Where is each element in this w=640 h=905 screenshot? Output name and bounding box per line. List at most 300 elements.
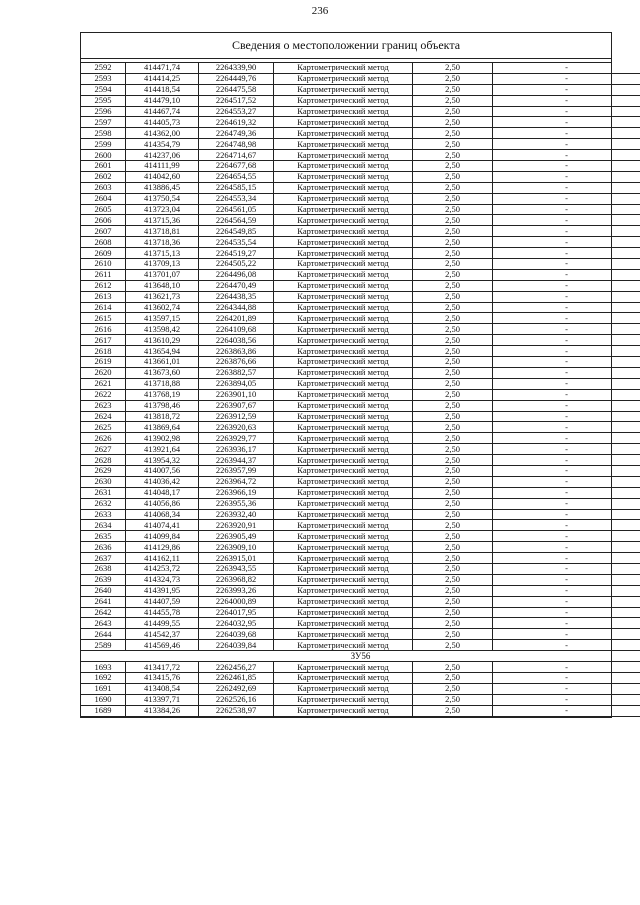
description-cell: - bbox=[493, 215, 640, 226]
point-number-cell: 2603 bbox=[81, 182, 126, 193]
description-cell: - bbox=[493, 476, 640, 487]
precision-cell: 2,50 bbox=[413, 280, 493, 291]
description-cell: - bbox=[493, 204, 640, 215]
y-coordinate-cell: 2263943,55 bbox=[199, 563, 274, 574]
x-coordinate-cell: 414407,59 bbox=[126, 596, 199, 607]
precision-cell: 2,50 bbox=[413, 498, 493, 509]
precision-cell: 2,50 bbox=[413, 520, 493, 531]
method-cell: Картометрический метод bbox=[274, 662, 413, 673]
x-coordinate-cell: 413621,73 bbox=[126, 291, 199, 302]
precision-cell: 2,50 bbox=[413, 259, 493, 270]
description-cell: - bbox=[493, 629, 640, 640]
y-coordinate-cell: 2264475,58 bbox=[199, 84, 274, 95]
x-coordinate-cell: 413598,42 bbox=[126, 324, 199, 335]
coordinates-table bbox=[81, 63, 640, 717]
table-row bbox=[81, 237, 640, 248]
method-cell: Картометрический метод bbox=[274, 150, 413, 161]
method-cell: Картометрический метод bbox=[274, 520, 413, 531]
table-row bbox=[81, 553, 640, 564]
precision-cell: 2,50 bbox=[413, 411, 493, 422]
table-row bbox=[81, 106, 640, 117]
x-coordinate-cell: 414074,41 bbox=[126, 520, 199, 531]
x-coordinate-cell: 413417,72 bbox=[126, 662, 199, 673]
precision-cell: 2,50 bbox=[413, 683, 493, 694]
description-cell: - bbox=[493, 259, 640, 270]
table-row bbox=[81, 455, 640, 466]
precision-cell: 2,50 bbox=[413, 629, 493, 640]
table-row bbox=[81, 422, 640, 433]
x-coordinate-cell: 413718,36 bbox=[126, 237, 199, 248]
precision-cell: 2,50 bbox=[413, 117, 493, 128]
precision-cell: 2,50 bbox=[413, 509, 493, 520]
method-cell: Картометрический метод bbox=[274, 563, 413, 574]
y-coordinate-cell: 2262538,97 bbox=[199, 705, 274, 716]
x-coordinate-cell: 414418,54 bbox=[126, 84, 199, 95]
table-row bbox=[81, 683, 640, 694]
y-coordinate-cell: 2264449,76 bbox=[199, 73, 274, 84]
description-cell: - bbox=[493, 324, 640, 335]
description-cell: - bbox=[493, 563, 640, 574]
description-cell: - bbox=[493, 84, 640, 95]
y-coordinate-cell: 2264677,68 bbox=[199, 161, 274, 172]
method-cell: Картометрический метод bbox=[274, 574, 413, 585]
table-title: Сведения о местоположении границ объекта bbox=[81, 33, 611, 59]
description-cell: - bbox=[493, 357, 640, 368]
y-coordinate-cell: 2263876,66 bbox=[199, 357, 274, 368]
method-cell: Картометрический метод bbox=[274, 193, 413, 204]
table-row bbox=[81, 498, 640, 509]
method-cell: Картометрический метод bbox=[274, 117, 413, 128]
method-cell: Картометрический метод bbox=[274, 63, 413, 73]
point-number-cell: 2608 bbox=[81, 237, 126, 248]
precision-cell: 2,50 bbox=[413, 182, 493, 193]
precision-cell: 2,50 bbox=[413, 455, 493, 466]
section-label: ЗУ56 bbox=[81, 651, 640, 662]
y-coordinate-cell: 2264748,98 bbox=[199, 139, 274, 150]
method-cell: Картометрический метод bbox=[274, 596, 413, 607]
precision-cell: 2,50 bbox=[413, 662, 493, 673]
x-coordinate-cell: 413723,04 bbox=[126, 204, 199, 215]
table-row bbox=[81, 400, 640, 411]
method-cell: Картометрический метод bbox=[274, 248, 413, 259]
precision-cell: 2,50 bbox=[413, 542, 493, 553]
description-cell: - bbox=[493, 269, 640, 280]
table-row bbox=[81, 411, 640, 422]
table-row bbox=[81, 324, 640, 335]
table-row bbox=[81, 84, 640, 95]
precision-cell: 2,50 bbox=[413, 335, 493, 346]
table-row bbox=[81, 226, 640, 237]
precision-cell: 2,50 bbox=[413, 215, 493, 226]
method-cell: Картометрический метод bbox=[274, 73, 413, 84]
method-cell: Картометрический метод bbox=[274, 237, 413, 248]
y-coordinate-cell: 2263966,19 bbox=[199, 487, 274, 498]
table-row bbox=[81, 542, 640, 553]
table-row bbox=[81, 640, 640, 651]
method-cell: Картометрический метод bbox=[274, 705, 413, 716]
method-cell: Картометрический метод bbox=[274, 672, 413, 683]
table-row bbox=[81, 607, 640, 618]
table-row bbox=[81, 672, 640, 683]
table-row bbox=[81, 335, 640, 346]
table-row bbox=[81, 63, 640, 73]
x-coordinate-cell: 414455,78 bbox=[126, 607, 199, 618]
table-row bbox=[81, 313, 640, 324]
point-number-cell: 2640 bbox=[81, 585, 126, 596]
y-coordinate-cell: 2264519,27 bbox=[199, 248, 274, 259]
description-cell: - bbox=[493, 672, 640, 683]
method-cell: Картометрический метод bbox=[274, 411, 413, 422]
precision-cell: 2,50 bbox=[413, 596, 493, 607]
description-cell: - bbox=[493, 302, 640, 313]
x-coordinate-cell: 413869,64 bbox=[126, 422, 199, 433]
precision-cell: 2,50 bbox=[413, 171, 493, 182]
description-cell: - bbox=[493, 411, 640, 422]
y-coordinate-cell: 2264039,68 bbox=[199, 629, 274, 640]
x-coordinate-cell: 414405,73 bbox=[126, 117, 199, 128]
y-coordinate-cell: 2264109,68 bbox=[199, 324, 274, 335]
precision-cell: 2,50 bbox=[413, 531, 493, 542]
precision-cell: 2,50 bbox=[413, 204, 493, 215]
method-cell: Картометрический метод bbox=[274, 215, 413, 226]
y-coordinate-cell: 2263936,17 bbox=[199, 444, 274, 455]
point-number-cell: 2610 bbox=[81, 259, 126, 270]
point-number-cell: 2622 bbox=[81, 389, 126, 400]
description-cell: - bbox=[493, 335, 640, 346]
method-cell: Картометрический метод bbox=[274, 498, 413, 509]
x-coordinate-cell: 413709,13 bbox=[126, 259, 199, 270]
description-cell: - bbox=[493, 378, 640, 389]
method-cell: Картометрический метод bbox=[274, 280, 413, 291]
table-row bbox=[81, 346, 640, 357]
table-row bbox=[81, 444, 640, 455]
precision-cell: 2,50 bbox=[413, 139, 493, 150]
table-row bbox=[81, 509, 640, 520]
description-cell: - bbox=[493, 618, 640, 629]
method-cell: Картометрический метод bbox=[274, 640, 413, 651]
y-coordinate-cell: 2263905,49 bbox=[199, 531, 274, 542]
method-cell: Картометрический метод bbox=[274, 444, 413, 455]
point-number-cell: 2642 bbox=[81, 607, 126, 618]
x-coordinate-cell: 413661,01 bbox=[126, 357, 199, 368]
x-coordinate-cell: 413415,76 bbox=[126, 672, 199, 683]
y-coordinate-cell: 2264553,27 bbox=[199, 106, 274, 117]
y-coordinate-cell: 2263944,37 bbox=[199, 455, 274, 466]
description-cell: - bbox=[493, 662, 640, 673]
method-cell: Картометрический метод bbox=[274, 509, 413, 520]
x-coordinate-cell: 413902,98 bbox=[126, 433, 199, 444]
description-cell: - bbox=[493, 585, 640, 596]
precision-cell: 2,50 bbox=[413, 150, 493, 161]
method-cell: Картометрический метод bbox=[274, 106, 413, 117]
y-coordinate-cell: 2264201,89 bbox=[199, 313, 274, 324]
x-coordinate-cell: 414471,74 bbox=[126, 63, 199, 73]
point-number-cell: 2589 bbox=[81, 640, 126, 651]
table-row bbox=[81, 433, 640, 444]
y-coordinate-cell: 2263968,82 bbox=[199, 574, 274, 585]
method-cell: Картометрический метод bbox=[274, 226, 413, 237]
y-coordinate-cell: 2264619,32 bbox=[199, 117, 274, 128]
point-number-cell: 2632 bbox=[81, 498, 126, 509]
description-cell: - bbox=[493, 509, 640, 520]
table-row bbox=[81, 269, 640, 280]
point-number-cell: 2639 bbox=[81, 574, 126, 585]
point-number-cell: 2633 bbox=[81, 509, 126, 520]
y-coordinate-cell: 2264039,84 bbox=[199, 640, 274, 651]
y-coordinate-cell: 2264561,05 bbox=[199, 204, 274, 215]
point-number-cell: 2627 bbox=[81, 444, 126, 455]
point-number-cell: 2616 bbox=[81, 324, 126, 335]
y-coordinate-cell: 2263912,59 bbox=[199, 411, 274, 422]
precision-cell: 2,50 bbox=[413, 400, 493, 411]
x-coordinate-cell: 413715,36 bbox=[126, 215, 199, 226]
description-cell: - bbox=[493, 607, 640, 618]
x-coordinate-cell: 414048,17 bbox=[126, 487, 199, 498]
x-coordinate-cell: 414253,72 bbox=[126, 563, 199, 574]
point-number-cell: 2617 bbox=[81, 335, 126, 346]
table-row bbox=[81, 117, 640, 128]
table-row bbox=[81, 204, 640, 215]
y-coordinate-cell: 2264549,85 bbox=[199, 226, 274, 237]
method-cell: Картометрический метод bbox=[274, 607, 413, 618]
description-cell: - bbox=[493, 161, 640, 172]
x-coordinate-cell: 413610,29 bbox=[126, 335, 199, 346]
point-number-cell: 2611 bbox=[81, 269, 126, 280]
description-cell: - bbox=[493, 553, 640, 564]
y-coordinate-cell: 2264344,88 bbox=[199, 302, 274, 313]
point-number-cell: 2602 bbox=[81, 171, 126, 182]
method-cell: Картометрический метод bbox=[274, 422, 413, 433]
table-row bbox=[81, 465, 640, 476]
table-row bbox=[81, 280, 640, 291]
precision-cell: 2,50 bbox=[413, 106, 493, 117]
x-coordinate-cell: 414542,37 bbox=[126, 629, 199, 640]
y-coordinate-cell: 2263882,57 bbox=[199, 367, 274, 378]
table-row bbox=[81, 73, 640, 84]
point-number-cell: 2615 bbox=[81, 313, 126, 324]
description-cell: - bbox=[493, 128, 640, 139]
y-coordinate-cell: 2264496,08 bbox=[199, 269, 274, 280]
x-coordinate-cell: 413384,26 bbox=[126, 705, 199, 716]
point-number-cell: 2593 bbox=[81, 73, 126, 84]
table-row bbox=[81, 150, 640, 161]
point-number-cell: 2606 bbox=[81, 215, 126, 226]
precision-cell: 2,50 bbox=[413, 291, 493, 302]
description-cell: - bbox=[493, 63, 640, 73]
point-number-cell: 2601 bbox=[81, 161, 126, 172]
x-coordinate-cell: 413921,64 bbox=[126, 444, 199, 455]
table-row bbox=[81, 95, 640, 106]
point-number-cell: 2631 bbox=[81, 487, 126, 498]
y-coordinate-cell: 2263955,36 bbox=[199, 498, 274, 509]
method-cell: Картометрический метод bbox=[274, 182, 413, 193]
x-coordinate-cell: 413718,81 bbox=[126, 226, 199, 237]
method-cell: Картометрический метод bbox=[274, 346, 413, 357]
precision-cell: 2,50 bbox=[413, 389, 493, 400]
description-cell: - bbox=[493, 106, 640, 117]
y-coordinate-cell: 2264339,90 bbox=[199, 63, 274, 73]
method-cell: Картометрический метод bbox=[274, 476, 413, 487]
method-cell: Картометрический метод bbox=[274, 531, 413, 542]
precision-cell: 2,50 bbox=[413, 324, 493, 335]
x-coordinate-cell: 414499,55 bbox=[126, 618, 199, 629]
precision-cell: 2,50 bbox=[413, 367, 493, 378]
method-cell: Картометрический метод bbox=[274, 553, 413, 564]
y-coordinate-cell: 2264038,56 bbox=[199, 335, 274, 346]
x-coordinate-cell: 413602,74 bbox=[126, 302, 199, 313]
table-row bbox=[81, 596, 640, 607]
method-cell: Картометрический метод bbox=[274, 291, 413, 302]
precision-cell: 2,50 bbox=[413, 563, 493, 574]
x-coordinate-cell: 414324,73 bbox=[126, 574, 199, 585]
y-coordinate-cell: 2264564,59 bbox=[199, 215, 274, 226]
method-cell: Картометрический метод bbox=[274, 139, 413, 150]
precision-cell: 2,50 bbox=[413, 378, 493, 389]
x-coordinate-cell: 413954,32 bbox=[126, 455, 199, 466]
section-row bbox=[81, 651, 640, 662]
method-cell: Картометрический метод bbox=[274, 694, 413, 705]
description-cell: - bbox=[493, 455, 640, 466]
table-row bbox=[81, 705, 640, 716]
y-coordinate-cell: 2263993,26 bbox=[199, 585, 274, 596]
description-cell: - bbox=[493, 226, 640, 237]
method-cell: Картометрический метод bbox=[274, 585, 413, 596]
x-coordinate-cell: 413397,71 bbox=[126, 694, 199, 705]
method-cell: Картометрический метод bbox=[274, 324, 413, 335]
x-coordinate-cell: 413597,15 bbox=[126, 313, 199, 324]
method-cell: Картометрический метод bbox=[274, 269, 413, 280]
y-coordinate-cell: 2264535,54 bbox=[199, 237, 274, 248]
precision-cell: 2,50 bbox=[413, 444, 493, 455]
point-number-cell: 2596 bbox=[81, 106, 126, 117]
x-coordinate-cell: 414099,84 bbox=[126, 531, 199, 542]
x-coordinate-cell: 414068,34 bbox=[126, 509, 199, 520]
table-row bbox=[81, 378, 640, 389]
precision-cell: 2,50 bbox=[413, 302, 493, 313]
method-cell: Картометрический метод bbox=[274, 204, 413, 215]
point-number-cell: 2641 bbox=[81, 596, 126, 607]
precision-cell: 2,50 bbox=[413, 465, 493, 476]
precision-cell: 2,50 bbox=[413, 357, 493, 368]
point-number-cell: 2620 bbox=[81, 367, 126, 378]
description-cell: - bbox=[493, 346, 640, 357]
y-coordinate-cell: 2263863,86 bbox=[199, 346, 274, 357]
point-number-cell: 2630 bbox=[81, 476, 126, 487]
coordinates-table-sheet bbox=[80, 32, 612, 718]
y-coordinate-cell: 2263907,67 bbox=[199, 400, 274, 411]
point-number-cell: 2644 bbox=[81, 629, 126, 640]
table-row bbox=[81, 585, 640, 596]
table-row bbox=[81, 662, 640, 673]
point-number-cell: 2599 bbox=[81, 139, 126, 150]
x-coordinate-cell: 413818,72 bbox=[126, 411, 199, 422]
table-row bbox=[81, 193, 640, 204]
precision-cell: 2,50 bbox=[413, 640, 493, 651]
y-coordinate-cell: 2264017,95 bbox=[199, 607, 274, 618]
y-coordinate-cell: 2264517,52 bbox=[199, 95, 274, 106]
table-row bbox=[81, 694, 640, 705]
description-cell: - bbox=[493, 487, 640, 498]
point-number-cell: 2638 bbox=[81, 563, 126, 574]
x-coordinate-cell: 414162,11 bbox=[126, 553, 199, 564]
method-cell: Картометрический метод bbox=[274, 378, 413, 389]
precision-cell: 2,50 bbox=[413, 694, 493, 705]
x-coordinate-cell: 413701,07 bbox=[126, 269, 199, 280]
point-number-cell: 2609 bbox=[81, 248, 126, 259]
x-coordinate-cell: 414391,95 bbox=[126, 585, 199, 596]
y-coordinate-cell: 2262526,16 bbox=[199, 694, 274, 705]
y-coordinate-cell: 2264505,22 bbox=[199, 259, 274, 270]
y-coordinate-cell: 2264470,49 bbox=[199, 280, 274, 291]
point-number-cell: 2621 bbox=[81, 378, 126, 389]
point-number-cell: 1693 bbox=[81, 662, 126, 673]
description-cell: - bbox=[493, 280, 640, 291]
description-cell: - bbox=[493, 520, 640, 531]
method-cell: Картометрический метод bbox=[274, 313, 413, 324]
precision-cell: 2,50 bbox=[413, 63, 493, 73]
x-coordinate-cell: 414237,06 bbox=[126, 150, 199, 161]
y-coordinate-cell: 2263894,05 bbox=[199, 378, 274, 389]
y-coordinate-cell: 2263909,10 bbox=[199, 542, 274, 553]
description-cell: - bbox=[493, 73, 640, 84]
method-cell: Картометрический метод bbox=[274, 542, 413, 553]
table-row bbox=[81, 476, 640, 487]
x-coordinate-cell: 413718,88 bbox=[126, 378, 199, 389]
x-coordinate-cell: 414414,25 bbox=[126, 73, 199, 84]
description-cell: - bbox=[493, 694, 640, 705]
precision-cell: 2,50 bbox=[413, 618, 493, 629]
x-coordinate-cell: 413750,54 bbox=[126, 193, 199, 204]
precision-cell: 2,50 bbox=[413, 672, 493, 683]
precision-cell: 2,50 bbox=[413, 161, 493, 172]
table-row bbox=[81, 367, 640, 378]
precision-cell: 2,50 bbox=[413, 585, 493, 596]
point-number-cell: 1690 bbox=[81, 694, 126, 705]
point-number-cell: 2628 bbox=[81, 455, 126, 466]
table-row bbox=[81, 171, 640, 182]
description-cell: - bbox=[493, 313, 640, 324]
x-coordinate-cell: 414569,46 bbox=[126, 640, 199, 651]
x-coordinate-cell: 413648,10 bbox=[126, 280, 199, 291]
method-cell: Картометрический метод bbox=[274, 465, 413, 476]
description-cell: - bbox=[493, 193, 640, 204]
point-number-cell: 2605 bbox=[81, 204, 126, 215]
y-coordinate-cell: 2264585,15 bbox=[199, 182, 274, 193]
point-number-cell: 2597 bbox=[81, 117, 126, 128]
y-coordinate-cell: 2264032,95 bbox=[199, 618, 274, 629]
y-coordinate-cell: 2264714,67 bbox=[199, 150, 274, 161]
table-row bbox=[81, 182, 640, 193]
table-row bbox=[81, 291, 640, 302]
description-cell: - bbox=[493, 117, 640, 128]
x-coordinate-cell: 414467,74 bbox=[126, 106, 199, 117]
x-coordinate-cell: 413886,45 bbox=[126, 182, 199, 193]
method-cell: Картометрический метод bbox=[274, 683, 413, 694]
y-coordinate-cell: 2264553,34 bbox=[199, 193, 274, 204]
x-coordinate-cell: 413654,94 bbox=[126, 346, 199, 357]
description-cell: - bbox=[493, 367, 640, 378]
precision-cell: 2,50 bbox=[413, 553, 493, 564]
x-coordinate-cell: 414036,42 bbox=[126, 476, 199, 487]
table-row bbox=[81, 629, 640, 640]
description-cell: - bbox=[493, 444, 640, 455]
description-cell: - bbox=[493, 389, 640, 400]
description-cell: - bbox=[493, 531, 640, 542]
point-number-cell: 2619 bbox=[81, 357, 126, 368]
method-cell: Картометрический метод bbox=[274, 84, 413, 95]
table-row bbox=[81, 574, 640, 585]
precision-cell: 2,50 bbox=[413, 476, 493, 487]
